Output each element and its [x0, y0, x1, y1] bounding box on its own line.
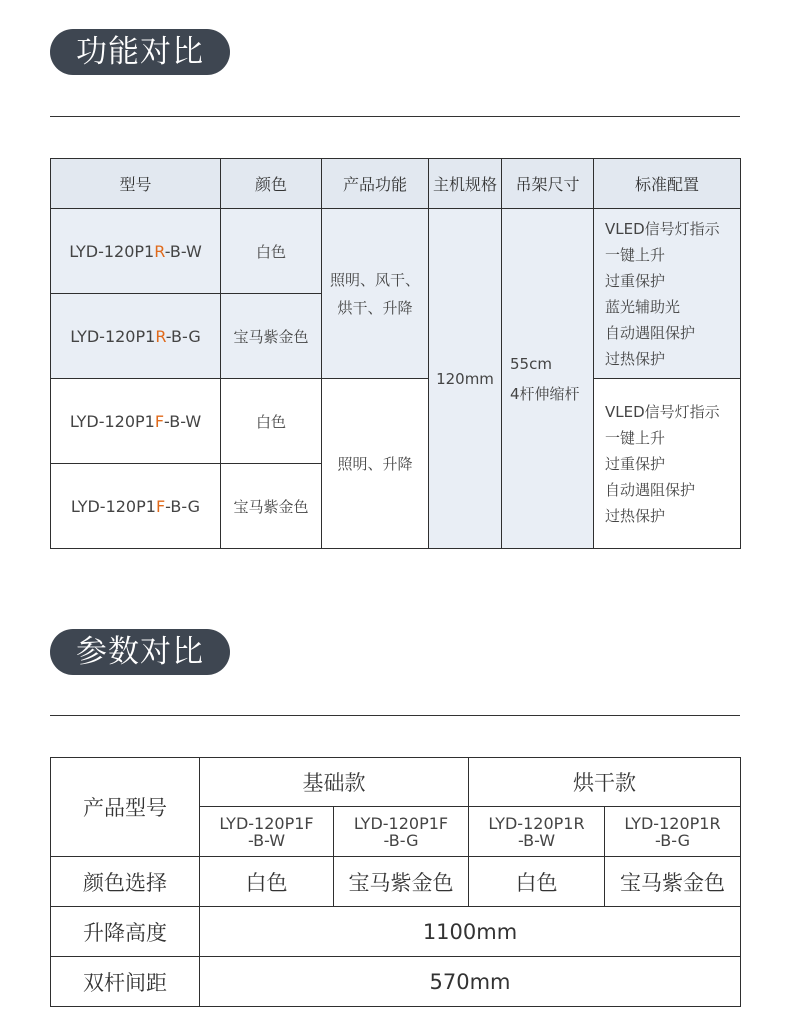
model-cell — [469, 807, 605, 857]
host-spec-cell: 120mm — [429, 209, 502, 549]
config-item: 自动遇阻保护 — [605, 323, 696, 342]
table-row — [51, 209, 741, 294]
header-color: 颜色 — [221, 159, 322, 209]
model-highlight: R — [154, 241, 165, 261]
model-prefix: LYD-120P1 — [70, 326, 156, 346]
header-host-spec: 主机规格 — [429, 159, 502, 209]
header-model: 型号 — [51, 159, 221, 209]
color-cell: 宝马紫金色 — [221, 464, 322, 549]
model-line: LYD-120P1R — [624, 813, 721, 833]
model-cell — [334, 807, 469, 857]
function-cell-dry — [322, 209, 429, 379]
hanger-size-cell — [502, 209, 594, 549]
config-cell-dry — [594, 209, 741, 379]
hanger-line: 55cm — [510, 354, 552, 373]
table-header-row — [51, 159, 741, 209]
hanger-line: 4杆伸缩杆 — [510, 384, 580, 403]
row-header-spacing: 双杆间距 — [51, 957, 200, 1007]
model-cell — [51, 294, 221, 379]
model-cell — [200, 807, 334, 857]
spacing-value: 570mm — [200, 957, 741, 1007]
model-prefix: LYD-120P1 — [69, 411, 155, 431]
model-line: -B-G — [383, 830, 419, 850]
section-divider — [50, 715, 740, 716]
model-cell — [605, 807, 741, 857]
row-header-model: 产品型号 — [51, 758, 200, 857]
row-header-color: 颜色选择 — [51, 857, 200, 907]
config-item: VLED信号灯指示 — [605, 219, 720, 238]
function-comparison-table — [50, 158, 741, 549]
color-cell: 白色 — [221, 209, 322, 294]
color-cell: 白色 — [221, 379, 322, 464]
model-line: LYD-120P1F — [353, 813, 449, 833]
model-suffix: -B-W — [164, 241, 202, 261]
color-cell: 白色 — [200, 857, 334, 907]
config-cell-basic — [594, 379, 741, 549]
color-cell: 宝马紫金色 — [334, 857, 469, 907]
table-row — [51, 379, 741, 464]
model-cell — [51, 209, 221, 294]
function-line: 照明、风干、 — [329, 270, 420, 289]
model-line: LYD-120P1F — [219, 813, 314, 833]
model-line: -B-W — [517, 830, 556, 850]
config-item: 自动遇阻保护 — [605, 480, 696, 499]
config-item: VLED信号灯指示 — [605, 402, 720, 421]
section-title-params: 参数对比 — [50, 629, 230, 675]
model-prefix: LYD-120P1 — [69, 241, 155, 261]
row-header-lift: 升降高度 — [51, 907, 200, 957]
color-cell: 宝马紫金色 — [605, 857, 741, 907]
model-suffix: -B-W — [164, 411, 202, 431]
section-title-function: 功能对比 — [50, 29, 230, 75]
table-row — [51, 957, 741, 1007]
model-cell — [51, 379, 221, 464]
config-item: 一键上升 — [605, 428, 666, 447]
model-line: -B-W — [247, 830, 286, 850]
group-basic: 基础款 — [200, 758, 469, 807]
model-highlight: F — [154, 411, 165, 431]
header-hanger-size: 吊架尺寸 — [502, 159, 594, 209]
config-item: 过热保护 — [605, 349, 666, 368]
section-divider — [50, 116, 740, 117]
model-line: LYD-120P1R — [488, 813, 585, 833]
header-function: 产品功能 — [322, 159, 429, 209]
header-config: 标准配置 — [594, 159, 741, 209]
group-dry: 烘干款 — [469, 758, 741, 807]
model-line: -B-G — [655, 830, 690, 850]
model-cell — [51, 464, 221, 549]
model-highlight: F — [155, 496, 166, 516]
model-prefix: LYD-120P1 — [70, 496, 156, 516]
config-item: 过热保护 — [605, 506, 666, 525]
config-item: 蓝光辅助光 — [605, 297, 681, 316]
config-item: 过重保护 — [605, 454, 666, 473]
config-item: 过重保护 — [605, 271, 666, 290]
color-cell: 白色 — [469, 857, 605, 907]
parameter-comparison-table — [50, 757, 741, 1007]
table-row — [51, 907, 741, 957]
model-highlight: R — [155, 326, 166, 346]
table-row — [51, 758, 741, 807]
table-row — [51, 857, 741, 907]
model-suffix: -B-G — [165, 326, 201, 346]
model-suffix: -B-G — [165, 496, 201, 516]
function-line: 烘干、升降 — [337, 298, 413, 317]
config-item: 一键上升 — [605, 245, 666, 264]
lift-value: 1100mm — [200, 907, 741, 957]
color-cell: 宝马紫金色 — [221, 294, 322, 379]
function-cell-basic: 照明、升降 — [322, 379, 429, 549]
